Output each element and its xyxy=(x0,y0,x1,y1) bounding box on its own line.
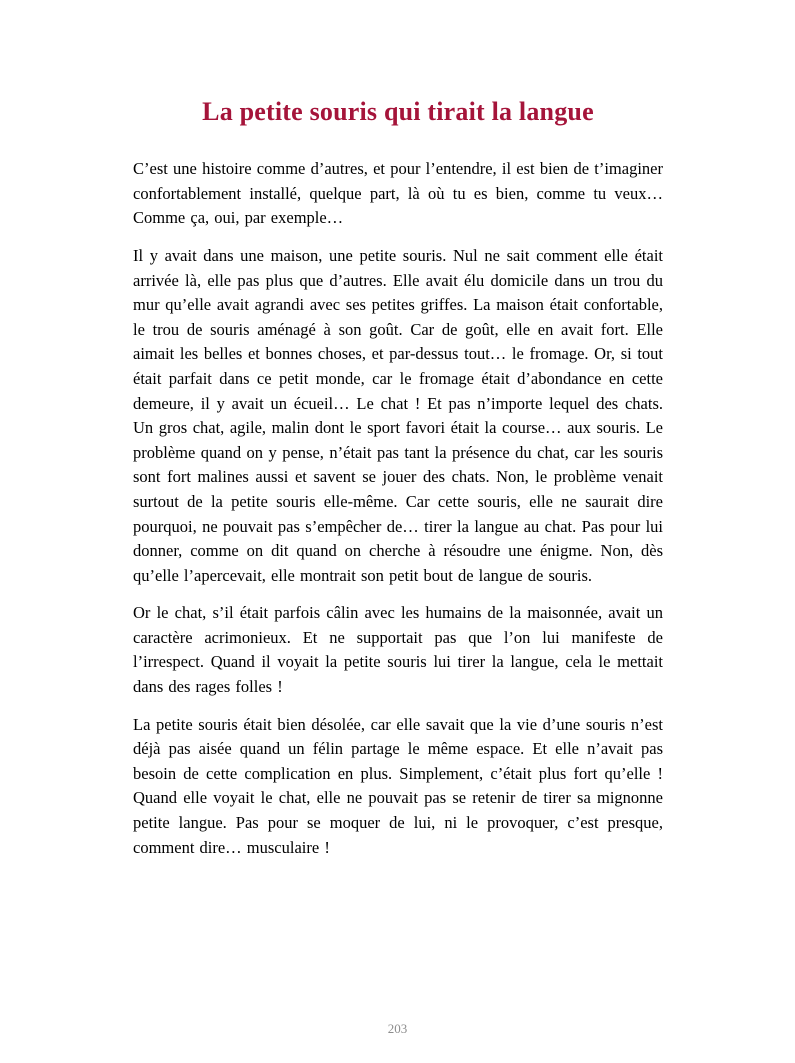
paragraph-1: C’est une histoire comme d’autres, et pour l’entendre, il est bien de t’imaginer confortablement installé, quelque part, là où tu es bien, comme tu veux… Comme ça, oui, par exemple… xyxy=(133,159,663,228)
story-title: La petite souris qui tirait la langue xyxy=(202,97,594,126)
text-block xyxy=(133,96,663,873)
paragraph-3: Or le chat, s’il était parfois câlin avec les humains de la maisonnée, avait un caractère acrimonieux. Et ne supportait pas que l’on lui manifeste de l’irrespect. Quand il voyait la petite souris lui tirer la langue, cela le mettait dans des rages folles ! xyxy=(133,603,663,697)
page-number: 203 xyxy=(387,1021,408,1036)
paragraph-4: La petite souris était bien désolée, car elle savait que la vie d’une souris n’est déjà pas aisée quand un félin partage le même espace. Et elle n’avait pas besoin de cette complication en plus. Simplement, c’était plus fort qu’elle ! Quand elle voyait le chat, elle ne pouvait pas se retenir de tirer sa mignonne petite langue. Pas pour se moquer de lui, ni le provoquer, c’est presque, comment dire… musculaire ! xyxy=(133,714,663,857)
paragraph-2: Il y avait dans une maison, une petite souris. Nul ne sait comment elle était arrivée là, elle pas plus que d’autres. Elle avait élu domicile dans un trou du mur qu’elle avait agrandi avec ses petites griffes. La maison était confortable, le trou de souris aménagé à son goût. Car de goût, elle en avait fort. Elle aimait les belles et bonnes choses, et par-dessus tout… le fromage. Or, si tout était parfait dans ce petit monde, car le fromage était d’abondance en cette demeure, il y avait un écueil… Le chat ! Et pas n’importe lequel des chats. Un gros chat, agile, malin dont le sport favori était la course… aux souris. Le problème quand on y pense, n’était pas tant la présence du chat, car les souris sont fort malines aussi et savent se jouer des chats. Non, le problème venait surtout de la petite souris elle-même. Car cette souris, elle ne saurait dire pourquoi, ne pouvait pas s’empêcher de… tirer la langue au chat. Pas pour lui donner, comme on dit quand on cherche à résoudre une énigme. Non, dès qu’elle l’apercevait, elle montrait son petit bout de langue de souris. xyxy=(133,245,663,585)
